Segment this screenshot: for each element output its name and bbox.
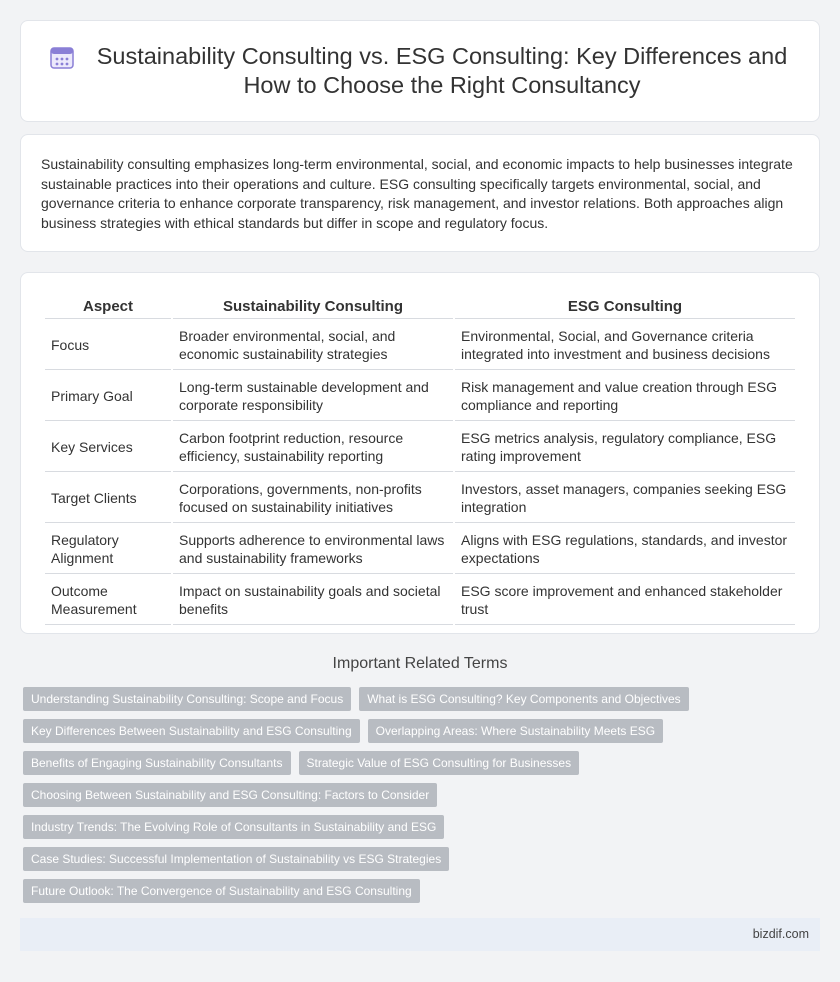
comparison-table xyxy=(43,293,797,625)
footer xyxy=(20,918,820,951)
table-cell-sustainability: Long-term sustainable development and corporate responsibility xyxy=(173,370,453,421)
table-cell-sustainability: Supports adherence to environmental laws and sustainability frameworks xyxy=(173,523,453,574)
footer-site-link[interactable]: bizdif.com xyxy=(752,927,809,941)
table-cell-sustainability: Carbon footprint reduction, resource efficiency, sustainability reporting xyxy=(173,421,453,472)
related-term-link[interactable]: Understanding Sustainability Consulting: Scope and Focus xyxy=(23,687,351,711)
table-cell-aspect: Target Clients xyxy=(45,472,171,523)
calendar-icon xyxy=(49,44,75,70)
table-cell-sustainability: Corporations, governments, non-profits focused on sustainability initiatives xyxy=(173,472,453,523)
related-term-link[interactable]: Case Studies: Successful Implementation of Sustainability vs ESG Strategies xyxy=(23,847,449,871)
related-term-link[interactable]: Industry Trends: The Evolving Role of Consultants in Sustainability and ESG xyxy=(23,815,444,839)
related-term-link[interactable]: What is ESG Consulting? Key Components and Objectives xyxy=(359,687,689,711)
header-card xyxy=(20,20,820,122)
related-terms-title: Important Related Terms xyxy=(332,655,508,672)
page-title: Sustainability Consulting vs. ESG Consulting: Key Differences and How to Choose the Right Consultancy xyxy=(96,43,788,98)
table-cell-esg: Aligns with ESG regulations, standards, and investor expectations xyxy=(455,523,795,574)
related-term-link[interactable]: Choosing Between Sustainability and ESG Consulting: Factors to Consider xyxy=(23,783,437,807)
table-cell-sustainability: Broader environmental, social, and economic sustainability strategies xyxy=(173,319,453,370)
table-cell-esg: Risk management and value creation through ESG compliance and reporting xyxy=(455,370,795,421)
table-header-row xyxy=(45,293,795,319)
related-term-link[interactable]: Benefits of Engaging Sustainability Consultants xyxy=(23,751,291,775)
column-header-sustainability: Sustainability Consulting xyxy=(173,293,453,319)
table-cell-esg: ESG score improvement and enhanced stakeholder trust xyxy=(455,574,795,625)
intro-card xyxy=(20,134,820,252)
table-row xyxy=(45,319,795,370)
table-cell-aspect: Focus xyxy=(45,319,171,370)
table-cell-esg: Investors, asset managers, companies seeking ESG integration xyxy=(455,472,795,523)
intro-paragraph: Sustainability consulting emphasizes long-term environmental, social, and economic impacts to help businesses integrate sustainable practices into their operations and culture. ESG consulting specifically targets environmental, social, and governance criteria to enhance corporate transparency, risk management, and investor relations. Both approaches align business strategies with ethical standards but differ in scope and regulatory focus. xyxy=(41,156,793,231)
related-term-link[interactable]: Strategic Value of ESG Consulting for Businesses xyxy=(299,751,580,775)
column-header-esg: ESG Consulting xyxy=(455,293,795,319)
table-row xyxy=(45,574,795,625)
table-row xyxy=(45,523,795,574)
table-cell-esg: Environmental, Social, and Governance criteria integrated into investment and business decisions xyxy=(455,319,795,370)
column-header-aspect: Aspect xyxy=(45,293,171,319)
related-terms-list xyxy=(23,687,823,911)
table-cell-aspect: Regulatory Alignment xyxy=(45,523,171,574)
table-cell-aspect: Outcome Measurement xyxy=(45,574,171,625)
related-term-link[interactable]: Overlapping Areas: Where Sustainability Meets ESG xyxy=(368,719,663,743)
related-term-link[interactable]: Future Outlook: The Convergence of Sustainability and ESG Consulting xyxy=(23,879,420,903)
table-cell-sustainability: Impact on sustainability goals and societal benefits xyxy=(173,574,453,625)
table-row xyxy=(45,421,795,472)
table-row xyxy=(45,370,795,421)
table-cell-aspect: Key Services xyxy=(45,421,171,472)
table-row xyxy=(45,472,795,523)
table-cell-esg: ESG metrics analysis, regulatory compliance, ESG rating improvement xyxy=(455,421,795,472)
related-term-link[interactable]: Key Differences Between Sustainability and ESG Consulting xyxy=(23,719,360,743)
comparison-table-card xyxy=(20,272,820,634)
table-cell-aspect: Primary Goal xyxy=(45,370,171,421)
